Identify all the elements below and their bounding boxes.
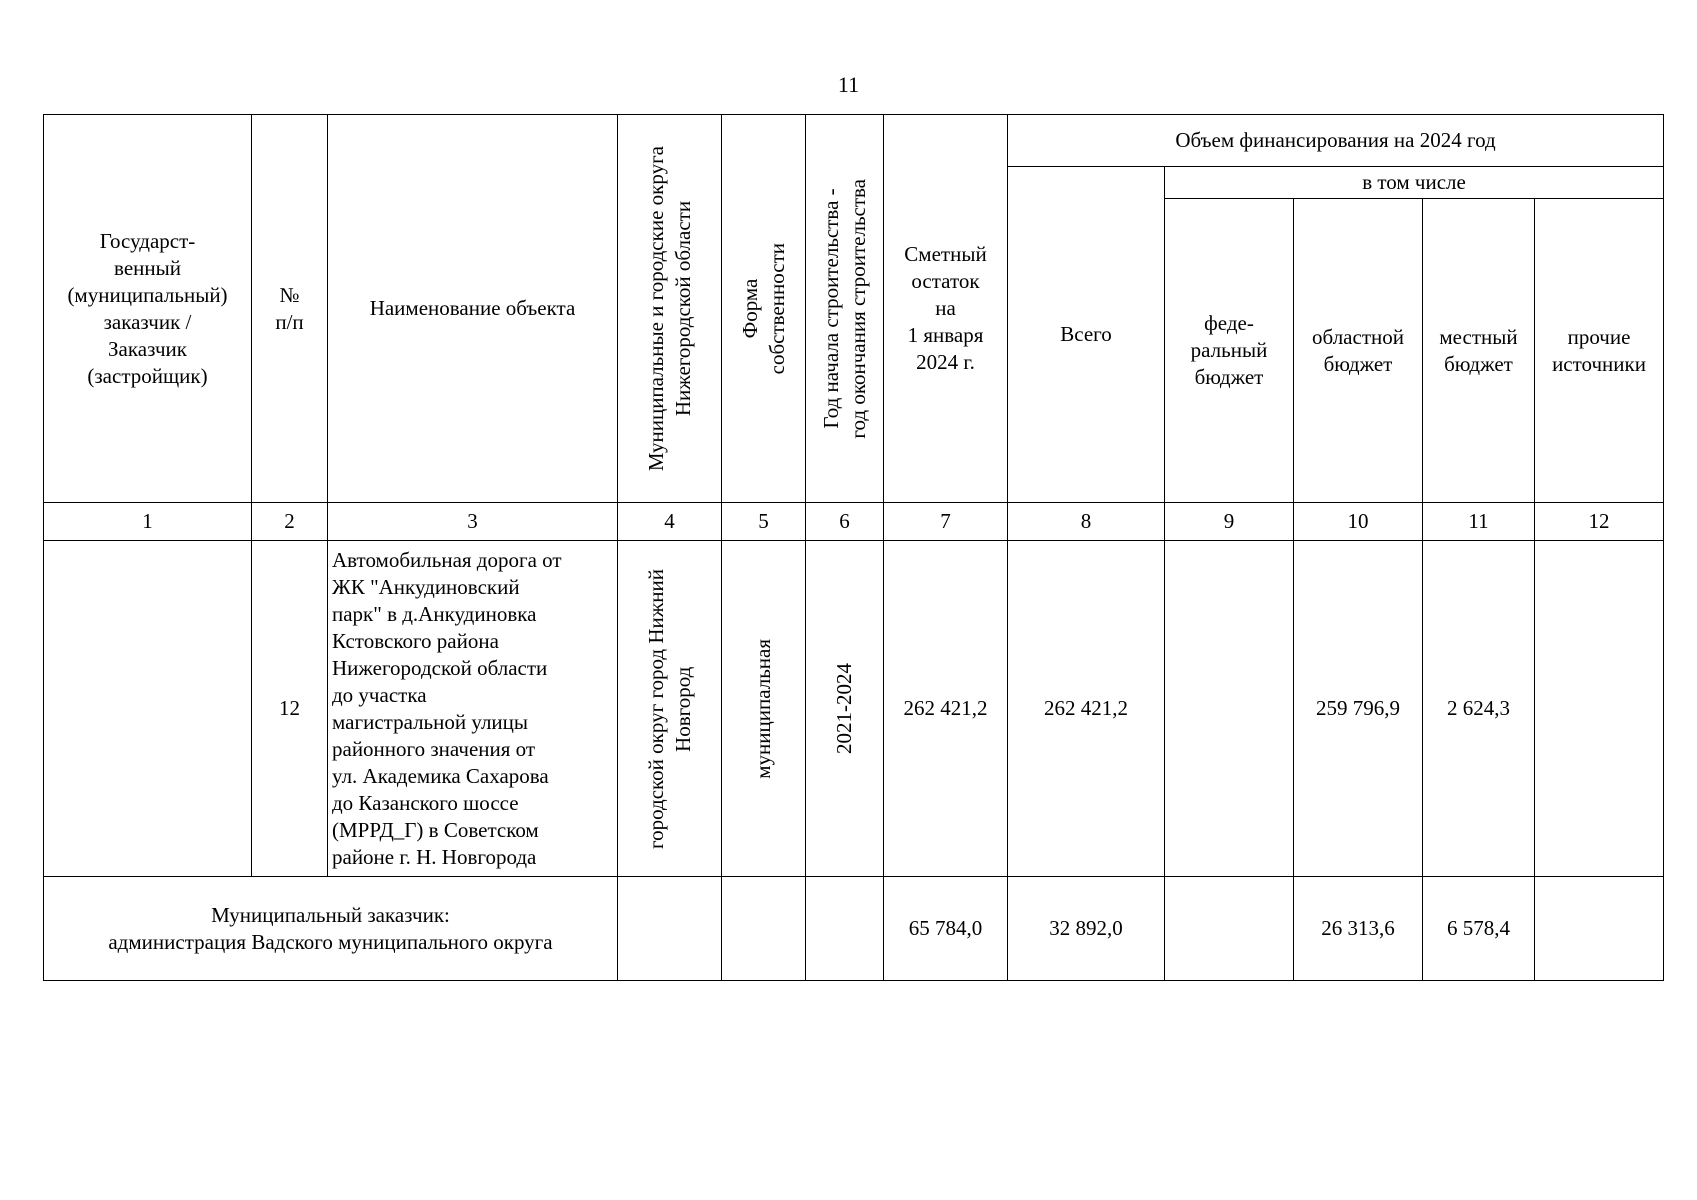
column-number: 10 bbox=[1294, 503, 1423, 541]
header-local: местный бюджет bbox=[1423, 199, 1535, 503]
column-number: 12 bbox=[1535, 503, 1664, 541]
table-row bbox=[44, 541, 1664, 877]
row-ownership-text: муниципальная bbox=[751, 638, 775, 779]
header-number: № п/п bbox=[252, 115, 328, 503]
row-ownership bbox=[722, 541, 806, 877]
financing-table bbox=[43, 114, 1664, 981]
summary-customer: Муниципальный заказчик: администрация Вадского муниципального округа bbox=[44, 877, 618, 981]
summary-municipality bbox=[618, 877, 722, 981]
header-object-name: Наименование объекта bbox=[328, 115, 618, 503]
row-municipality-text: городской округ город Нижний Новгород bbox=[643, 568, 695, 849]
summary-local: 6 578,4 bbox=[1423, 877, 1535, 981]
header-including: в том числе bbox=[1165, 167, 1664, 199]
summary-estimate: 65 784,0 bbox=[884, 877, 1008, 981]
header-years bbox=[806, 115, 884, 503]
row-local: 2 624,3 bbox=[1423, 541, 1535, 877]
row-number: 12 bbox=[252, 541, 328, 877]
summary-ownership bbox=[722, 877, 806, 981]
column-number: 11 bbox=[1423, 503, 1535, 541]
row-estimate: 262 421,2 bbox=[884, 541, 1008, 877]
row-municipality bbox=[618, 541, 722, 877]
summary-years bbox=[806, 877, 884, 981]
header-ownership bbox=[722, 115, 806, 503]
header-estimate: Сметный остаток на 1 января 2024 г. bbox=[884, 115, 1008, 503]
summary-row bbox=[44, 877, 1664, 981]
column-number: 9 bbox=[1165, 503, 1294, 541]
summary-federal bbox=[1165, 877, 1294, 981]
header-ownership-text: Форма собственности bbox=[737, 242, 789, 375]
row-regional: 259 796,9 bbox=[1294, 541, 1423, 877]
header-federal: феде- ральный бюджет bbox=[1165, 199, 1294, 503]
column-number: 3 bbox=[328, 503, 618, 541]
header-municipality-text: Муниципальные и городские округа Нижегородской области bbox=[643, 145, 695, 472]
column-number: 2 bbox=[252, 503, 328, 541]
header-customer: Государст- венный (муниципальный) заказчик / Заказчик (застройщик) bbox=[44, 115, 252, 503]
header-other: прочие источники bbox=[1535, 199, 1664, 503]
row-customer bbox=[44, 541, 252, 877]
summary-regional: 26 313,6 bbox=[1294, 877, 1423, 981]
column-number: 5 bbox=[722, 503, 806, 541]
row-object-name bbox=[328, 541, 618, 877]
page-number: 11 bbox=[837, 72, 860, 97]
row-other bbox=[1535, 541, 1664, 877]
row-object-name-text: Автомобильная дорога от ЖК "Анкудиновский парк" в д.Анкудиновка Кстовского района Нижегородской области до участка магистральной улицы районного значения от ул. Академика Сахарова до Казанского шоссе (МРРД_Г) в Советском районе г. Н. Новгорода bbox=[332, 547, 562, 869]
column-number: 4 bbox=[618, 503, 722, 541]
row-federal bbox=[1165, 541, 1294, 877]
header-regional: областной бюджет bbox=[1294, 199, 1423, 503]
header-years-text: Год начала строительства - год окончания строительства bbox=[818, 178, 870, 439]
column-number: 1 bbox=[44, 503, 252, 541]
row-years bbox=[806, 541, 884, 877]
header-funding-group: Объем финансирования на 2024 год bbox=[1008, 115, 1664, 167]
row-years-text: 2021-2024 bbox=[832, 663, 856, 754]
summary-other bbox=[1535, 877, 1664, 981]
header-municipality bbox=[618, 115, 722, 503]
column-number: 6 bbox=[806, 503, 884, 541]
column-number: 8 bbox=[1008, 503, 1165, 541]
column-number-row bbox=[44, 503, 1664, 541]
summary-total: 32 892,0 bbox=[1008, 877, 1165, 981]
row-total: 262 421,2 bbox=[1008, 541, 1165, 877]
column-number: 7 bbox=[884, 503, 1008, 541]
header-total: Всего bbox=[1008, 167, 1165, 503]
